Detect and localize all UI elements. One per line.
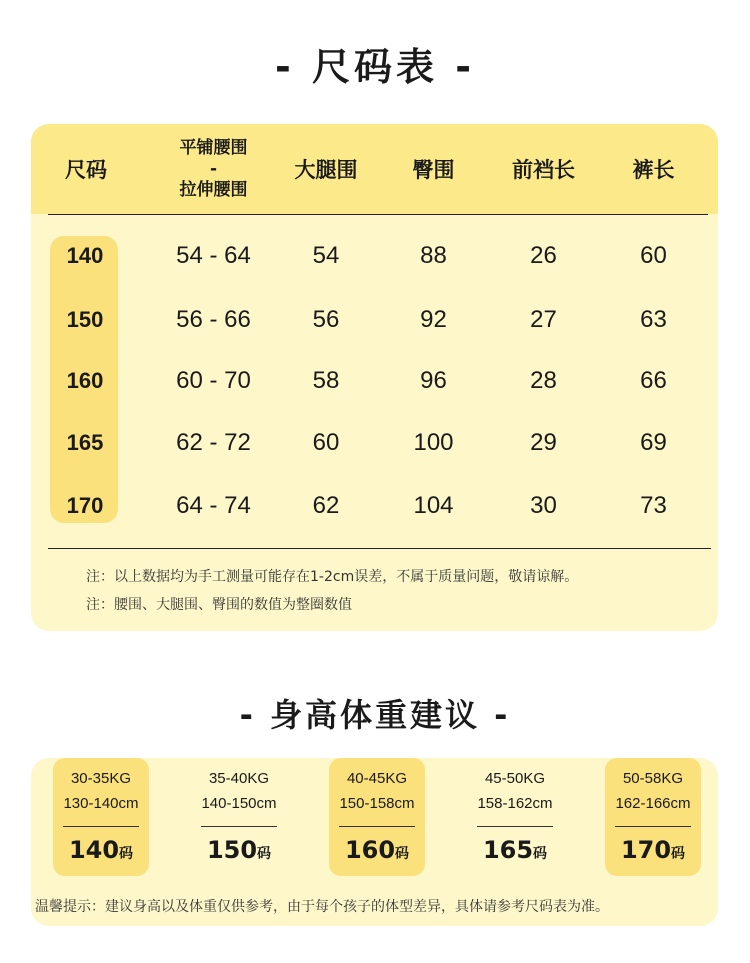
header-hip [381,124,486,214]
item-divider [201,826,277,827]
cell-length: 66 [640,367,667,394]
size-recommendation-140 [53,758,149,876]
cell-hip: 100 [413,429,454,456]
size-unit: 码 [533,846,548,862]
cell-waist: 64 - 74 [176,492,251,519]
cell-rise: 27 [530,306,557,333]
item-divider [339,826,415,827]
cell-length: 63 [640,306,667,333]
size-number: 170 [620,836,672,864]
height-range: 162-166cm [615,795,691,812]
cell-rise: 26 [530,242,557,269]
recommended-size [191,836,287,864]
height-range: 130-140cm [63,795,139,812]
size-recommendation-170 [605,758,701,876]
size-recommendation-160 [329,758,425,876]
recommended-size [329,836,425,864]
cell-length: 73 [640,492,667,519]
footer-divider [48,548,711,549]
height-range: 150-158cm [339,795,415,812]
header-waist-sep: - [209,158,218,179]
header-waist-flat: 平铺腰围 [179,137,248,158]
cell-size: 170 [66,493,104,518]
header-front-rise-label: 前裆长 [512,158,575,182]
header-size [31,124,141,214]
header-thigh [276,124,376,214]
size-recommendation-150 [191,758,287,876]
cell-waist: 54 - 64 [176,242,251,269]
header-front-rise [491,124,596,214]
header-hip-label: 臀围 [412,158,455,182]
height-range: 158-162cm [477,795,553,812]
cell-hip: 96 [420,367,447,394]
note-measurement: 注：以上数据均为手工测量可能存在1-2cm误差，不属于质量问题，敬请谅解。 [86,569,579,585]
weight-range: 50-58KG [622,770,684,787]
cell-rise: 30 [530,492,557,519]
cell-thigh: 54 [312,242,340,269]
item-divider [615,826,691,827]
cell-size: 140 [66,243,104,268]
height-weight-card [31,758,718,926]
size-number: 165 [482,836,534,864]
recommended-size [605,836,701,864]
size-unit: 码 [671,846,686,862]
cell-waist: 60 - 70 [176,367,251,394]
cell-waist: 56 - 66 [176,306,251,333]
cell-thigh: 60 [312,429,340,456]
recommended-size [467,836,563,864]
cell-hip: 92 [420,306,447,333]
cell-hip: 104 [413,492,454,519]
size-number: 160 [344,836,396,864]
cell-size: 165 [66,430,104,455]
tip-text: 温馨提示：建议身高以及体重仅供参考，由于每个孩子的体型差异，具体请参考尺码表为准。 [35,899,609,915]
weight-range: 40-45KG [346,770,408,787]
cell-size: 150 [66,307,104,332]
size-unit: 码 [395,846,410,862]
item-divider [477,826,553,827]
cell-rise: 28 [530,367,557,394]
cell-hip: 88 [420,242,447,269]
height-weight-title: - 身高体重建议 - [239,696,511,734]
cell-size: 160 [66,368,104,393]
size-chart-card [31,124,718,631]
header-length-label: 裤长 [632,158,675,182]
header-divider [48,214,708,215]
header-waist [146,124,281,214]
cell-length: 60 [640,242,667,269]
header-waist-stretch: 拉伸腰围 [179,179,248,200]
cell-length: 69 [640,429,667,456]
header-size-label: 尺码 [65,158,107,182]
recommended-size [53,836,149,864]
cell-thigh: 56 [312,306,340,333]
cell-thigh: 62 [312,492,340,519]
size-unit: 码 [257,846,272,862]
cell-rise: 29 [530,429,557,456]
weight-range: 35-40KG [208,770,270,787]
cell-waist: 62 - 72 [176,429,251,456]
header-length [601,124,706,214]
size-recommendation-165 [467,758,563,876]
note-circumference: 注：腰围、大腿围、臀围的数值为整圈数值 [86,597,352,613]
cell-thigh: 58 [312,367,340,394]
header-thigh-label: 大腿围 [294,158,358,182]
item-divider [63,826,139,827]
size-number: 140 [68,836,120,864]
size-chart-title: - 尺码表 - [274,45,475,89]
weight-range: 30-35KG [70,770,132,787]
size-number: 150 [206,836,258,864]
size-unit: 码 [119,846,134,862]
weight-range: 45-50KG [484,770,546,787]
height-range: 140-150cm [201,795,277,812]
